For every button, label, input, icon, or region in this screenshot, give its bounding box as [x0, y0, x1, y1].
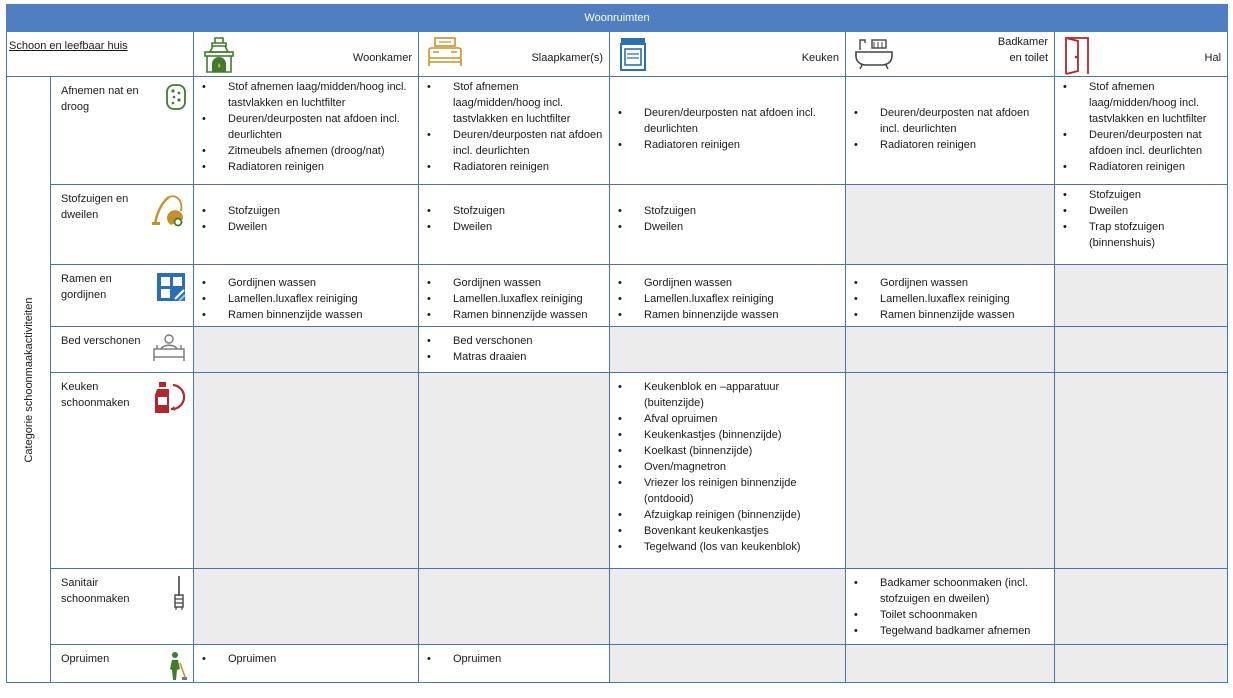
list-item: • Dweilen	[618, 219, 841, 235]
list-item: • Ramen binnenzijde wassen	[427, 307, 605, 323]
activity-list	[419, 645, 609, 667]
list-item: • Radiatoren reinigen	[618, 137, 841, 153]
activity-list	[1055, 185, 1227, 251]
activity-cell	[194, 373, 419, 569]
bed-person-icon	[151, 333, 187, 368]
activity-cell	[419, 77, 610, 185]
activity-list	[194, 185, 418, 235]
stove-icon	[618, 36, 648, 77]
detergent-icon	[151, 379, 187, 420]
toilet-brush-icon	[171, 575, 187, 616]
bathtub-icon	[854, 36, 894, 75]
room-header-4	[1055, 32, 1228, 77]
list-item: • Opruimen	[427, 651, 605, 667]
cleaning-table	[6, 4, 1228, 683]
list-item: • Matras draaien	[427, 349, 605, 365]
table-row	[7, 77, 1228, 185]
list-item: • Dweilen	[1063, 203, 1223, 219]
activity-cell	[610, 77, 846, 185]
list-item: • Zitmeubels afnemen (droog/nat)	[202, 143, 414, 159]
corner-label: Schoon en leefbaar huis	[9, 40, 128, 52]
activity-cell	[610, 569, 846, 645]
list-item: • Keukenkastjes (binnenzijde)	[618, 427, 841, 443]
activity-cell	[1055, 185, 1228, 265]
activity-list	[194, 645, 418, 667]
activity-cell	[419, 569, 610, 645]
activity-list	[419, 327, 609, 365]
table-row	[7, 327, 1228, 373]
list-item: • Ramen binnenzijde wassen	[202, 307, 414, 323]
activity-cell	[1055, 77, 1228, 185]
list-item: • Radiatoren reinigen	[202, 159, 414, 175]
activity-cell	[194, 265, 419, 327]
table-row	[7, 373, 1228, 569]
activity-list	[419, 265, 609, 323]
category-cell	[51, 645, 194, 683]
list-item: • Toilet schoonmaken	[854, 607, 1050, 623]
list-item: • Radiatoren reinigen	[854, 137, 1050, 153]
activity-cell	[610, 373, 846, 569]
bed-icon	[427, 36, 463, 75]
list-item: • Lamellen.luxaflex reiniging	[854, 291, 1050, 307]
list-item: • Gordijnen wassen	[427, 275, 605, 291]
list-item: • Dweilen	[202, 219, 414, 235]
vacuum-cleaner-icon	[151, 191, 187, 232]
table-row	[7, 569, 1228, 645]
activity-list	[846, 265, 1054, 323]
list-item: • Vriezer los reinigen binnenzijde (ontdooid)	[618, 475, 841, 507]
list-item: • Stof afnemen laag/midden/hoog incl. tastvlakken en luchtfilter	[1063, 79, 1223, 127]
category-label: Bed verschonen	[61, 335, 141, 347]
list-item: • Badkamer schoonmaken (incl. stofzuigen en dweilen)	[854, 575, 1050, 607]
activity-list	[610, 77, 845, 153]
room-header-2	[610, 32, 846, 77]
activity-cell	[846, 373, 1055, 569]
category-label: Sanitair schoonmaken	[61, 577, 130, 605]
window-icon	[155, 271, 187, 308]
cleaning-matrix	[6, 4, 1227, 693]
list-item: • Opruimen	[202, 651, 414, 667]
activity-list	[846, 569, 1054, 639]
activity-cell	[419, 645, 610, 683]
room-name-line1: Badkamer	[997, 36, 1048, 48]
room-name: Slaapkamer(s)	[531, 52, 603, 64]
room-name-line2: en toilet	[1009, 52, 1048, 64]
activity-cell	[846, 569, 1055, 645]
activity-cell	[846, 265, 1055, 327]
activity-cell	[194, 645, 419, 683]
activity-list	[610, 185, 845, 235]
list-item: • Dweilen	[427, 219, 605, 235]
room-name: Hal	[1204, 52, 1222, 64]
activity-cell	[610, 327, 846, 373]
list-item: • Deuren/deurposten nat afdoen incl. deurlichten	[1063, 127, 1223, 159]
activity-cell	[610, 265, 846, 327]
category-label: Afnemen nat en droog	[61, 85, 139, 113]
list-item: • Stofzuigen	[202, 203, 414, 219]
activity-cell	[194, 569, 419, 645]
list-item: • Bovenkant keukenkastjes	[618, 523, 841, 539]
category-cell	[51, 265, 194, 327]
list-item: • Gordijnen wassen	[618, 275, 841, 291]
list-item: • Stofzuigen	[427, 203, 605, 219]
corner-header	[7, 32, 194, 77]
activity-cell	[419, 265, 610, 327]
list-item: • Keukenblok en –apparatuur (buitenzijde)	[618, 379, 841, 411]
activity-list	[194, 77, 418, 175]
activity-cell	[1055, 569, 1228, 645]
category-cell	[51, 373, 194, 569]
table-row	[7, 185, 1228, 265]
list-item: • Bed verschonen	[427, 333, 605, 349]
list-item: • Stof afnemen laag/midden/hoog incl. tastvlakken en luchtfilter	[427, 79, 605, 127]
category-cell	[51, 569, 194, 645]
list-item: • Lamellen.luxaflex reiniging	[427, 291, 605, 307]
activity-cell	[194, 77, 419, 185]
list-item: • Afval opruimen	[618, 411, 841, 427]
activity-cell	[610, 185, 846, 265]
room-header-1	[419, 32, 610, 77]
fireplace-icon	[202, 36, 236, 79]
table-row	[7, 645, 1228, 683]
list-item: • Oven/magnetron	[618, 459, 841, 475]
activity-cell	[1055, 265, 1228, 327]
activity-cell	[846, 645, 1055, 683]
activity-list	[419, 77, 609, 175]
activity-cell	[846, 327, 1055, 373]
activity-list	[419, 185, 609, 235]
activity-list	[1055, 77, 1227, 175]
activity-cell	[610, 645, 846, 683]
list-item: • Lamellen.luxaflex reiniging	[618, 291, 841, 307]
list-item: • Koelkast (binnenzijde)	[618, 443, 841, 459]
room-name	[998, 34, 1048, 66]
list-item: • Deuren/deurposten nat afdoen incl. deurlichten	[427, 127, 605, 159]
list-item: • Stofzuigen	[1063, 187, 1223, 203]
list-item: • Gordijnen wassen	[202, 275, 414, 291]
list-item: • Lamellen.luxaflex reiniging	[202, 291, 414, 307]
list-item: • Ramen binnenzijde wassen	[618, 307, 841, 323]
room-header-3	[846, 32, 1055, 77]
vertical-category-label	[7, 77, 51, 683]
activity-list	[194, 265, 418, 323]
category-cell	[51, 77, 194, 185]
sponge-icon	[165, 83, 187, 116]
activity-cell	[1055, 327, 1228, 373]
activity-cell	[419, 373, 610, 569]
list-item: • Radiatoren reinigen	[1063, 159, 1223, 175]
list-item: • Deuren/deurposten nat afdoen incl. deurlichten	[618, 105, 841, 137]
list-item: • Deuren/deurposten nat afdoen incl. deurlichten	[854, 105, 1050, 137]
list-item: • Ramen binnenzijde wassen	[854, 307, 1050, 323]
room-header-0	[194, 32, 419, 77]
list-item: • Deuren/deurposten nat afdoen incl. deurlichten	[202, 111, 414, 143]
list-item: • Trap stofzuigen (binnenshuis)	[1063, 219, 1223, 251]
activity-list	[610, 265, 845, 323]
table-row	[7, 265, 1228, 327]
list-item: • Stof afnemen laag/midden/hoog incl. tastvlakken en luchtfilter	[202, 79, 414, 111]
activity-list	[846, 77, 1054, 153]
category-cell	[51, 185, 194, 265]
activity-cell	[194, 185, 419, 265]
activity-list	[610, 373, 845, 555]
category-label: Ramen en gordijnen	[61, 273, 112, 301]
activity-cell	[1055, 373, 1228, 569]
activity-cell	[419, 185, 610, 265]
list-item: • Tegelwand badkamer afnemen	[854, 623, 1050, 639]
list-item: • Radiatoren reinigen	[427, 159, 605, 175]
table-title: Woonruimten	[7, 5, 1228, 32]
list-item: • Tegelwand (los van keukenblok)	[618, 539, 841, 555]
category-cell	[51, 327, 194, 373]
activity-cell	[419, 327, 610, 373]
room-name: Keuken	[801, 52, 839, 64]
category-label: Opruimen	[61, 653, 110, 665]
activity-cell	[194, 327, 419, 373]
list-item: • Afzuigkap reinigen (binnenzijde)	[618, 507, 841, 523]
list-item: • Stofzuigen	[618, 203, 841, 219]
room-name: Woonkamer	[352, 52, 412, 64]
list-item: • Gordijnen wassen	[854, 275, 1050, 291]
activity-cell	[846, 77, 1055, 185]
door-icon	[1063, 36, 1091, 81]
person-tidying-icon	[167, 651, 187, 686]
category-label: Keuken schoonmaken	[61, 381, 130, 409]
category-label: Stofzuigen en dweilen	[61, 193, 129, 221]
activity-cell	[846, 185, 1055, 265]
activity-cell	[1055, 645, 1228, 683]
vertical-label-text: Categorie schoonmaakactiviteiten	[22, 296, 35, 463]
